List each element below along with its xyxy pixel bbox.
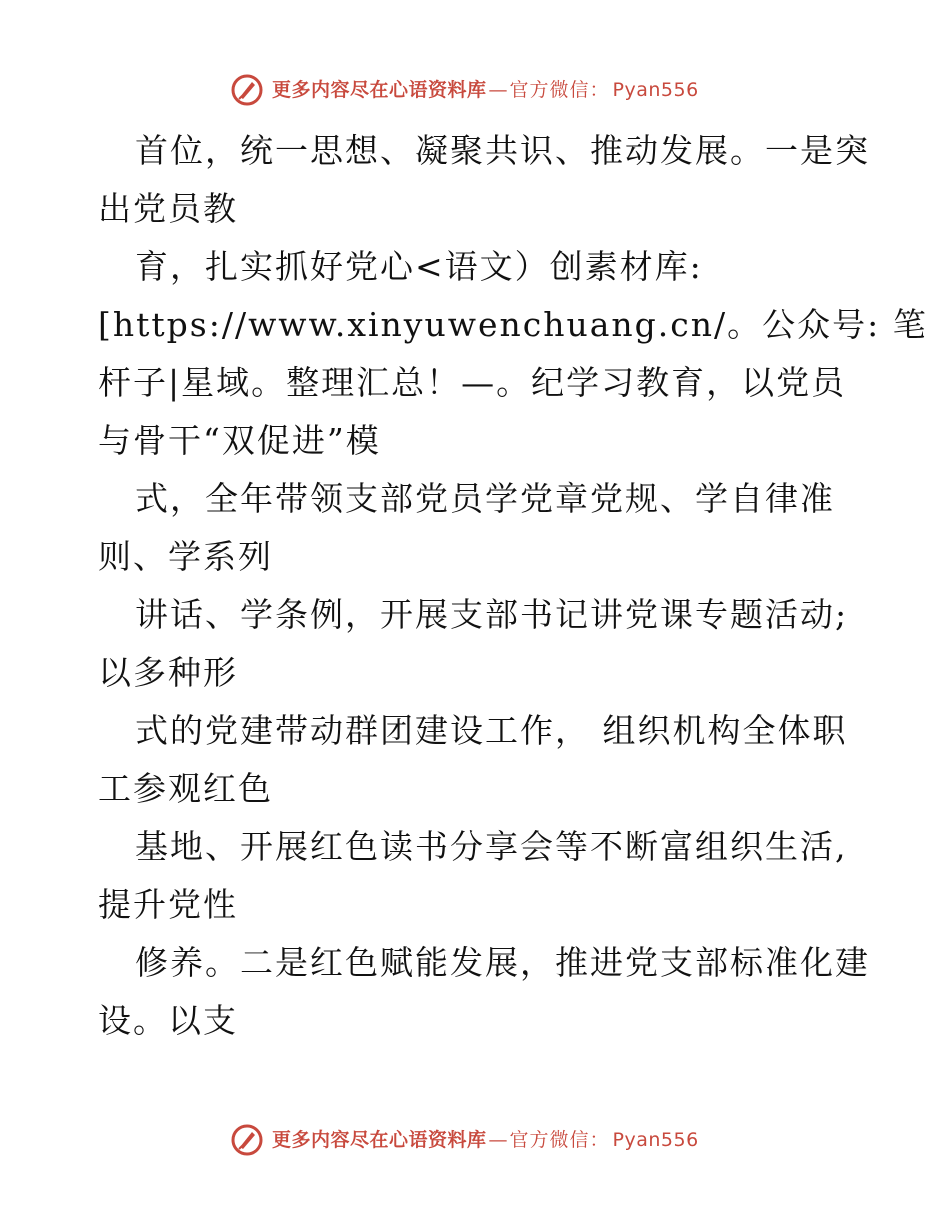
text-line: 讲话、学条例，开展支部书记讲党课专题活动;: [135, 595, 849, 634]
text-line: 首位，统一思想、凝聚共识、推动发展。一是突: [135, 131, 870, 170]
watermark-wechat-label: 官方微信: [509, 78, 590, 101]
watermark-wechat-id: Pyan556: [612, 1128, 699, 1151]
watermark-wechat-id: Pyan556: [612, 78, 699, 101]
text-line: 提升党性: [98, 885, 238, 924]
quill-pen-seal-icon: [230, 73, 264, 107]
text-line: [https://www.xinyuwenchuang.cn/。公众号: 笔: [98, 305, 928, 344]
text-line: 育，扎实抓好党心<语文）创素材库:: [135, 247, 703, 286]
watermark-brand: 更多内容尽在心语资料库: [272, 78, 487, 101]
document-body: [98, 122, 928, 1050]
text-line: 出党员教: [98, 189, 238, 228]
text-line: 设。以支: [98, 1001, 238, 1040]
text-line: 以多种形: [98, 653, 238, 692]
text-line: 式的党建带动群团建设工作， 组织机构全体职: [135, 711, 848, 750]
watermark-brand: 更多内容尽在心语资料库: [272, 1128, 487, 1151]
footer-watermark: [230, 1120, 699, 1160]
text-line: 基地、开展红色读书分享会等不断富组织生活,: [135, 827, 848, 866]
header-watermark: [230, 70, 699, 110]
watermark-separator: —: [488, 78, 508, 101]
text-line: 工参观红色: [98, 769, 273, 808]
watermark-colon: ：: [589, 1128, 609, 1151]
watermark-colon: ：: [589, 78, 609, 101]
text-line: 式，全年带领支部党员学党章党规、学自律准: [135, 479, 835, 518]
watermark-text: [272, 78, 699, 101]
text-line: 与骨干“双促进”模: [98, 421, 381, 460]
text-line: 则、学系列: [98, 537, 273, 576]
text-line: 杆子|星域。整理汇总！—。纪学习教育，以党员: [98, 363, 847, 402]
quill-pen-seal-icon: [230, 1123, 264, 1157]
watermark-text: [272, 1128, 699, 1151]
watermark-separator: —: [488, 1128, 508, 1151]
watermark-wechat-label: 官方微信: [509, 1128, 590, 1151]
text-line: 修养。二是红色赋能发展，推进党支部标准化建: [135, 943, 870, 982]
